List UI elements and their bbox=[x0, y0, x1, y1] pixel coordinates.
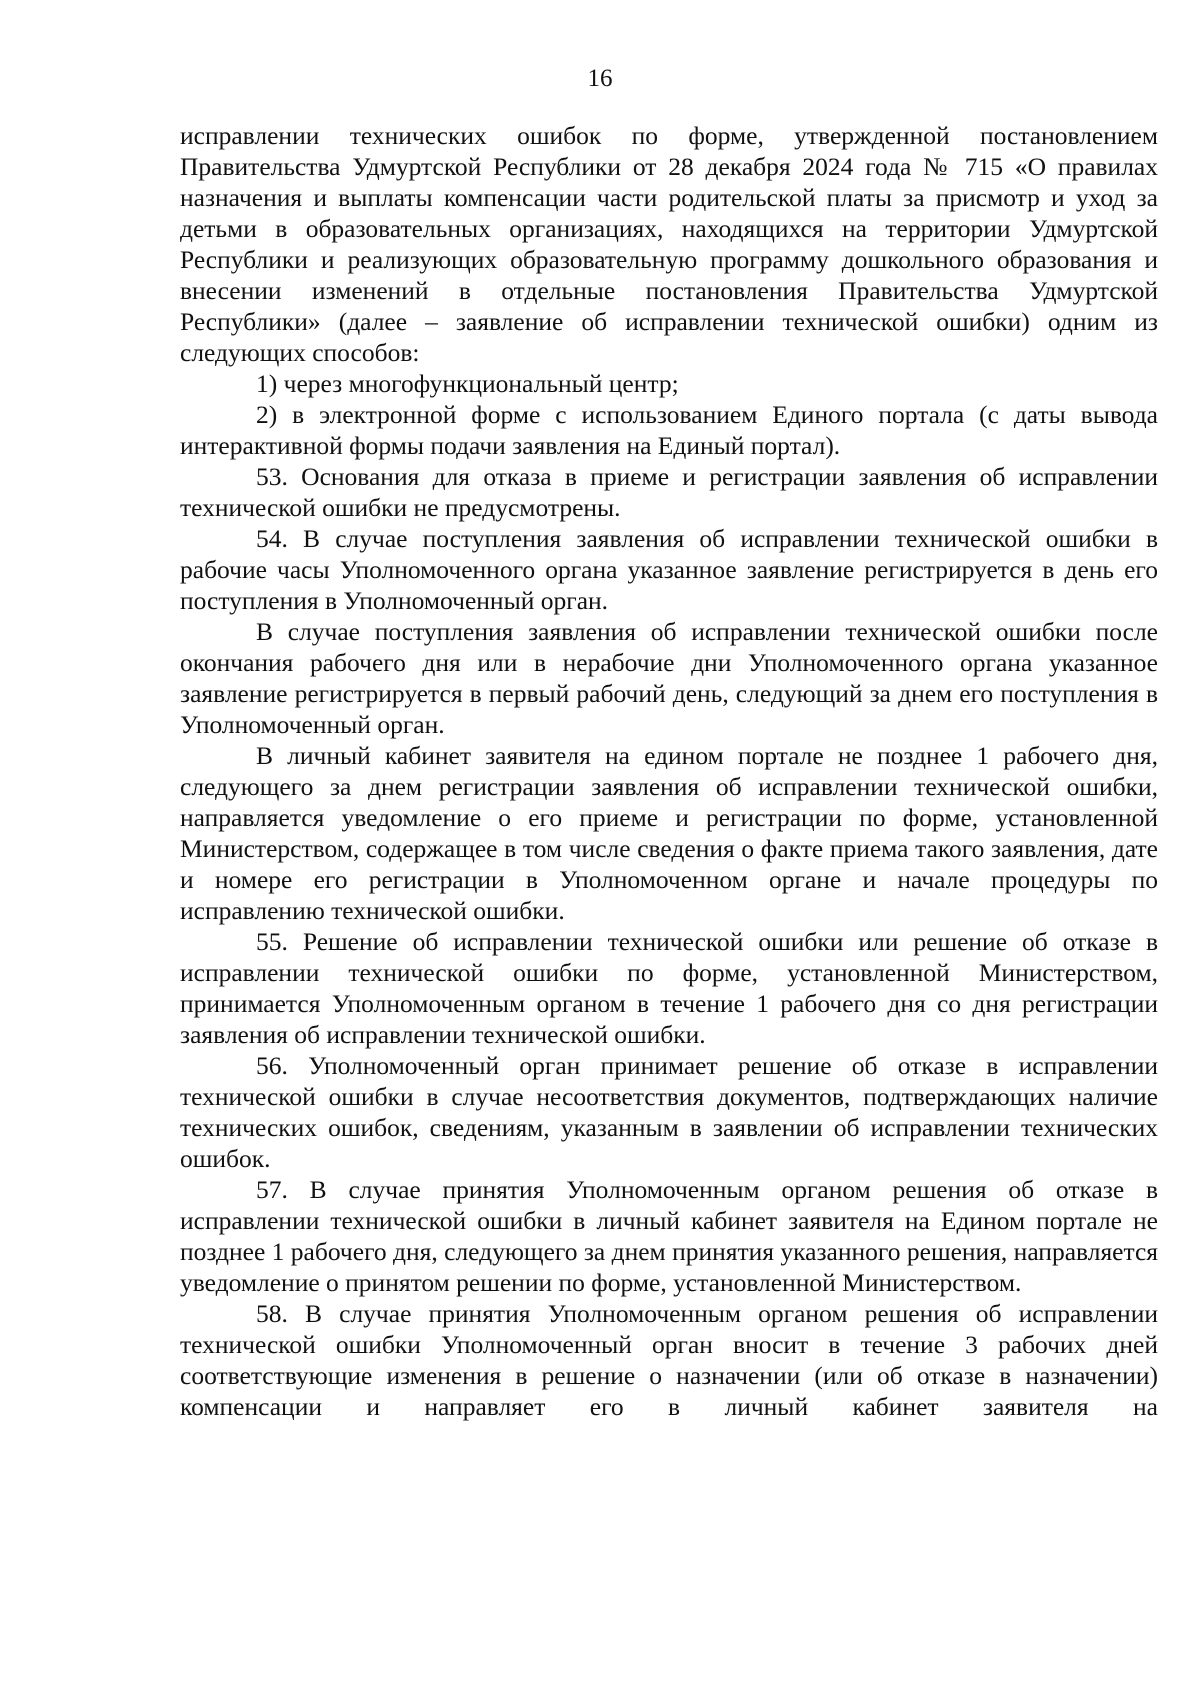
list-item-1: 1) через многофункциональный центр; bbox=[256, 369, 679, 398]
document-body bbox=[180, 120, 1158, 1422]
paragraph-55: 55. Решение об исправлении технической ошибки или решение об отказе в исправлении технической ошибки по форме, установленной Министерством, принимается Уполномоченным органом в течение 1 рабочего дня со дня регистрации заявления об исправлении технической ошибки. bbox=[180, 927, 1158, 1049]
paragraph-58: 58. В случае принятия Уполномоченным органом решения об исправлении технической ошибки Уполномоченный орган вносит в течение 3 рабочих дней соответствующие изменения в решение о назначении (или об отказе в назначении) компенсации и направляет его в личный кабинет заявителя на bbox=[180, 1299, 1158, 1421]
paragraph-54-notification: В личный кабинет заявителя на едином портале не позднее 1 рабочего дня, следующего за днем регистрации заявления об исправлении технической ошибки, направляется уведомление о его приеме и регистрации по форме, установленной Министерством, содержащее в том числе сведения о факте приема такого заявления, дате и номере его регистрации в Уполномоченном органе и начале процедуры по исправлению технической ошибки. bbox=[180, 741, 1158, 925]
paragraph-54: 54. В случае поступления заявления об исправлении технической ошибки в рабочие часы Уполномоченного органа указанное заявление регистрируется в день его поступления в Уполномоченный орган. bbox=[180, 524, 1158, 615]
list-item-2: 2) в электронной форме с использованием Единого портала (с даты вывода интерактивной формы подачи заявления на Единый портал). bbox=[180, 400, 1158, 460]
paragraph-56: 56. Уполномоченный орган принимает решение об отказе в исправлении технической ошибки в случае несоответствия документов, подтверждающих наличие технических ошибок, сведениям, указанным в заявлении об исправлении технических ошибок. bbox=[180, 1051, 1158, 1173]
paragraph-continuation: исправлении технических ошибок по форме, утвержденной постановлением Правительства Удмуртской Республики от 28 декабря 2024 года № 715 «О правилах назначения и выплаты компенсации части родительской платы за присмотр и уход за детьми в образовательных организациях, находящихся на территории Удмуртской Республики и реализующих образовательную программу дошкольного образования и внесении изменений в отдельные постановления Правительства Удмуртской Республики» (далее – заявление об исправлении технической ошибки) одним из следующих способов: bbox=[180, 121, 1158, 367]
paragraph-54-after-hours: В случае поступления заявления об исправлении технической ошибки после окончания рабочего дня или в нерабочие дни Уполномоченного органа указанное заявление регистрируется в первый рабочий день, следующий за днем его поступления в Уполномоченный орган. bbox=[180, 617, 1158, 739]
page-number: 16 bbox=[587, 65, 613, 92]
paragraph-53: 53. Основания для отказа в приеме и регистрации заявления об исправлении технической ошибки не предусмотрены. bbox=[180, 462, 1158, 522]
paragraph-57: 57. В случае принятия Уполномоченным органом решения об отказе в исправлении технической ошибки в личный кабинет заявителя на Едином портале не позднее 1 рабочего дня, следующего за днем принятия указанного решения, направляется уведомление о принятом решении по форме, установленной Министерством. bbox=[180, 1175, 1158, 1297]
